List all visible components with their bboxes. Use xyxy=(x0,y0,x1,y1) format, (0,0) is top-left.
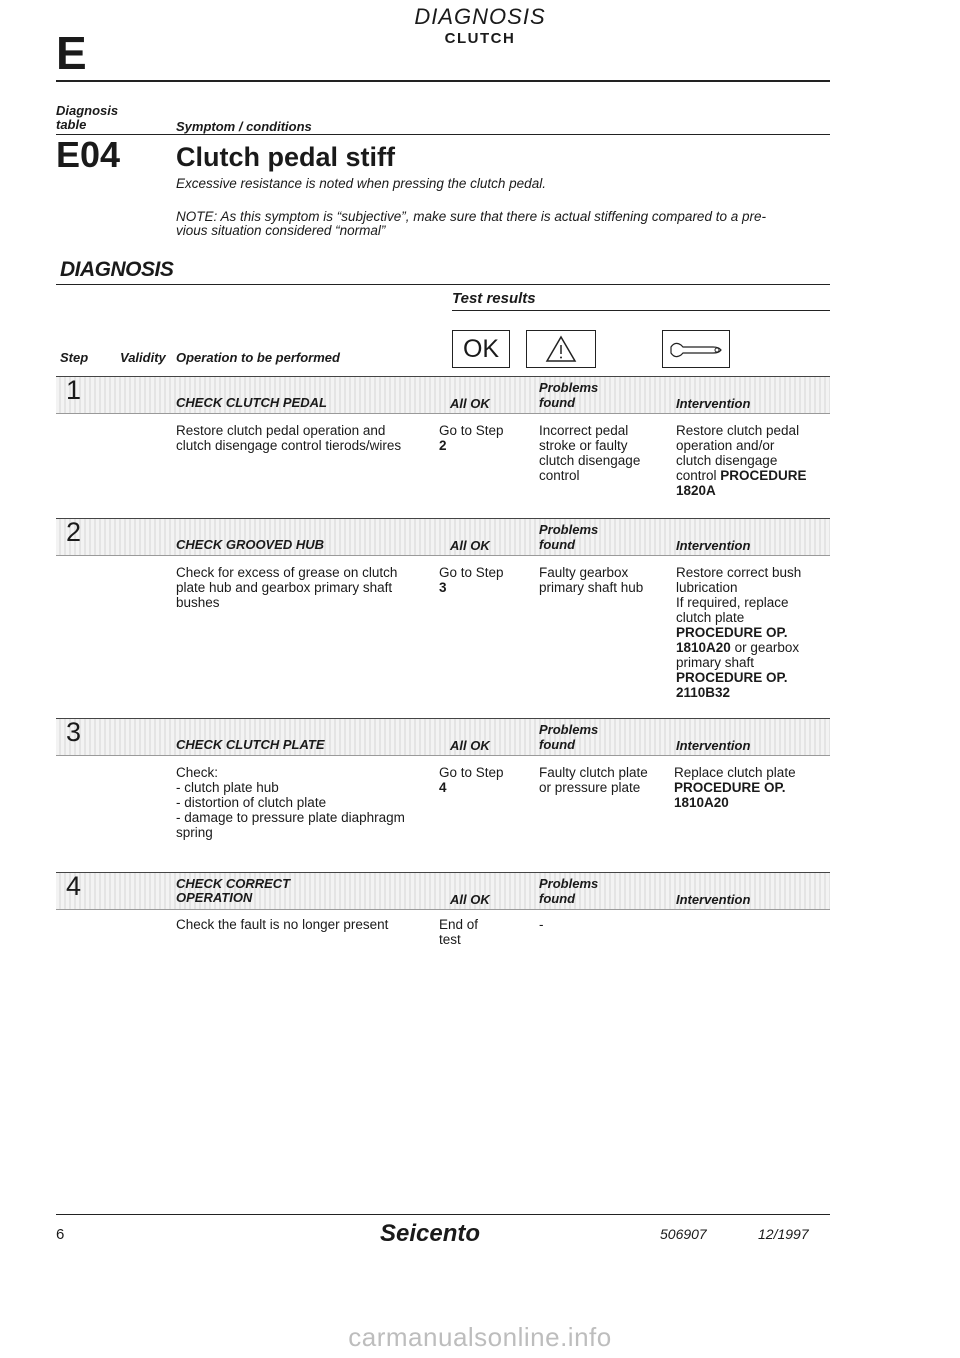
warning-triangle-icon xyxy=(526,330,596,368)
page-number: 6 xyxy=(56,1226,65,1243)
step-2-operation: Check for excess of grease on clutch plate hub and gearbox primary shaft bushes xyxy=(176,565,398,610)
step-3-check: CHECK CLUTCH PLATE xyxy=(176,737,325,752)
step-1-problems-found: Problems found xyxy=(539,380,599,410)
step-1-check: CHECK CLUTCH PEDAL xyxy=(176,395,327,410)
fault-description: Excessive resistance is noted when pressing the clutch pedal. xyxy=(176,176,546,191)
step-2-all-ok: All OK xyxy=(450,538,490,553)
fault-code: E04 xyxy=(56,134,121,175)
step-4-operation: Check the fault is no longer present xyxy=(176,917,389,932)
header-rule xyxy=(56,80,830,82)
step-4-problems: - xyxy=(539,917,544,932)
column-validity: Validity xyxy=(120,350,166,365)
step-1-all-ok: All OK xyxy=(450,396,490,411)
step-1-intervention-text: Restore clutch pedal operation and/or clutch disengage control PROCEDURE 1820A xyxy=(676,423,807,498)
fault-title: Clutch pedal stiff xyxy=(176,142,396,172)
symptom-rule xyxy=(56,134,830,135)
fault-note: NOTE: As this symptom is “subjective”, make sure that there is actual stiffening compared to a pre- vious situation considered “normal” xyxy=(176,209,766,238)
step-1-number: 1 xyxy=(66,375,82,405)
step-1-ok-result: Go to Step 2 xyxy=(439,423,504,453)
header-title: DIAGNOSIS xyxy=(414,4,546,29)
step-4-problems-found: Problems found xyxy=(539,876,599,906)
step-3-operation: Check: - clutch plate hub - distortion of clutch plate - damage to pressure plate diaphragm spring xyxy=(176,765,405,840)
test-results-label: Test results xyxy=(452,290,536,307)
step-3-number: 3 xyxy=(66,717,82,747)
column-step: Step xyxy=(60,350,89,365)
step-4-band xyxy=(56,872,830,910)
step-3-problems: Faulty clutch plate or pressure plate xyxy=(539,765,648,795)
document-date: 12/1997 xyxy=(758,1226,809,1242)
step-3-all-ok: All OK xyxy=(450,738,490,753)
step-2-problems: Faulty gearbox primary shaft hub xyxy=(539,565,644,595)
step-2-ok-result: Go to Step 3 xyxy=(439,565,504,595)
step-4-all-ok: All OK xyxy=(450,892,490,907)
step-2-problems-found: Problems found xyxy=(539,522,599,552)
column-operation: Operation to be performed xyxy=(176,350,340,365)
test-results-rule xyxy=(452,310,830,311)
step-1-intervention: Intervention xyxy=(676,396,751,411)
step-3-intervention: Intervention xyxy=(676,738,751,753)
diagnosis-heading: DIAGNOSIS xyxy=(60,258,174,281)
step-1-problems: Incorrect pedal stroke or faulty clutch disengage control xyxy=(539,423,641,483)
step-2-check: CHECK GROOVED HUB xyxy=(176,537,325,552)
step-3-intervention-text: Replace clutch plate PROCEDURE OP. 1810A20 xyxy=(674,765,796,810)
step-4-intervention: Intervention xyxy=(676,892,751,907)
diagnosis-table-label: Diagnosis table xyxy=(56,103,119,132)
wrench-tool-icon xyxy=(662,330,730,368)
watermark: carmanualsonline.info xyxy=(348,1322,612,1352)
step-3-band xyxy=(56,718,830,756)
step-1-operation: Restore clutch pedal operation and clutch disengage control tierods/wires xyxy=(176,423,402,453)
section-letter: E xyxy=(56,27,87,79)
step-2-intervention: Intervention xyxy=(676,538,751,553)
brand-logo: Seicento xyxy=(380,1220,481,1247)
step-2-intervention-text: Restore correct bush lubrication If required, replace clutch plate PROCEDURE OP. 1810A20 or gearbox primary shaft PROCEDURE OP. 2110B32 xyxy=(676,565,802,700)
header-subtitle: CLUTCH xyxy=(444,30,516,47)
step-4-number: 4 xyxy=(66,871,82,901)
step-3-problems-found: Problems found xyxy=(539,722,599,752)
symptom-conditions-label: Symptom / conditions xyxy=(176,119,312,134)
step-2-band xyxy=(56,518,830,556)
step-4-check: CHECK CORRECT OPERATION xyxy=(176,876,291,905)
step-2-number: 2 xyxy=(66,517,82,547)
step-4-ok-result: End of test xyxy=(439,917,479,947)
footer-rule xyxy=(56,1214,830,1215)
document-code: 506907 xyxy=(660,1226,707,1242)
diagnosis-rule xyxy=(56,284,830,285)
step-3-ok-result: Go to Step 4 xyxy=(439,765,504,795)
ok-icon: OK xyxy=(452,330,510,368)
step-1-band xyxy=(56,376,830,414)
